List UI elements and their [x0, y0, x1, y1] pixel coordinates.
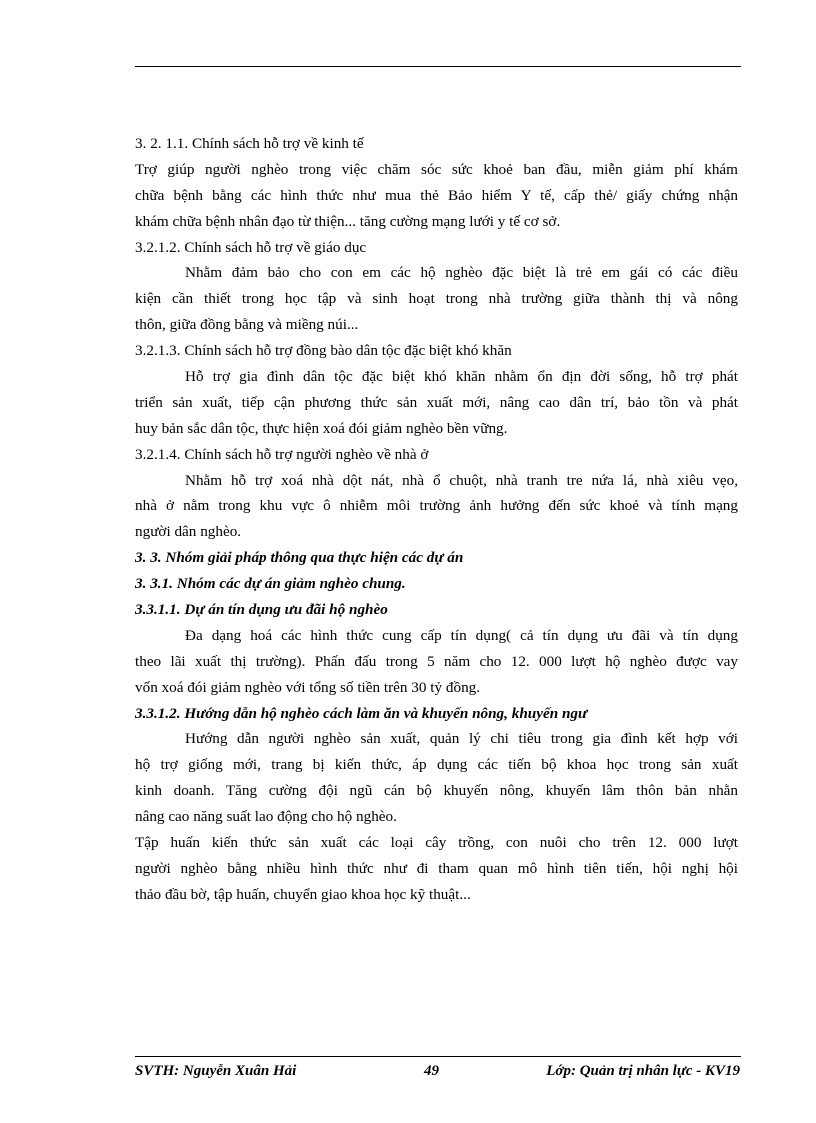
- text-line: khám chữa bệnh nhân đạo từ thiện... tăng cường mạng lưới y tế cơ sở.: [135, 212, 561, 230]
- page-number: 49: [424, 1063, 439, 1079]
- text-line: Đa dạng hoá các hình thức cung cấp tín dụng( cả tín dụng ưu đãi và tín dụng: [185, 626, 738, 644]
- footer-class: Lớp: Quản trị nhân lực - KV19: [546, 1063, 740, 1079]
- section-heading: 3. 3. Nhóm giải pháp thông qua thực hiện các dự án: [135, 549, 464, 567]
- section-heading: 3.3.1.1. Dự án tín dụng ưu đãi hộ nghèo: [135, 601, 388, 619]
- text-line: Nhằm hỗ trợ xoá nhà dột nát, nhà ổ chuột, nhà tranh tre nứa lá, nhà xiêu vẹo,: [185, 471, 738, 489]
- text-line: triển sản xuất, tiếp cận phương thức sản xuất mới, nâng cao dân trí, bảo tồn và phát: [135, 393, 738, 411]
- text-line: vốn xoá đói giảm nghèo với tổng số tiền trên 30 tỷ đồng.: [135, 678, 481, 696]
- section-heading: 3.3.1.2. Hướng dẫn hộ nghèo cách làm ăn và khuyến nông, khuyến ngư: [135, 704, 588, 722]
- text-line: 3. 2. 1.1. Chính sách hỗ trợ về kinh tế: [135, 135, 364, 152]
- text-line: nhà ở nằm trong khu vực ô nhiễm môi trường ảnh hưởng đến sức khoẻ và tính mạng: [135, 497, 738, 515]
- text-line: Nhằm đảm bảo cho con em các hộ nghèo đặc biệt là trẻ em gái có các điều: [185, 264, 738, 282]
- text-line: 3.2.1.2. Chính sách hỗ trợ về giáo dục: [135, 238, 367, 256]
- text-line: Trợ giúp người nghèo trong việc chăm sóc sức khoẻ ban đầu, miễn giảm phí khám: [135, 160, 738, 178]
- text-line: hộ trợ giống mới, trang bị kiến thức, áp dụng các tiến bộ khoa học trong sản xuất: [135, 756, 738, 774]
- text-line: Hỗ trợ gia đình dân tộc đặc biệt khó khăn nhằm ổn địn đời sống, hỗ trợ phát: [185, 368, 738, 386]
- text-line: huy bản sắc dân tộc, thực hiện xoá đói giảm nghèo bền vững.: [135, 419, 508, 437]
- footer-author: SVTH: Nguyễn Xuân Hải: [135, 1063, 297, 1079]
- text-line: Hướng dẫn người nghèo sản xuất, quản lý chi tiêu trong gia đình kết hợp với: [185, 730, 738, 748]
- text-line: kinh doanh. Tăng cường đội ngũ cán bộ khuyến nông, khuyến lâm thôn bản nhằn: [135, 782, 738, 800]
- text-line: 3.2.1.4. Chính sách hỗ trợ người nghèo về nhà ở: [135, 445, 429, 463]
- text-line: 3.2.1.3. Chính sách hỗ trợ đồng bào dân tộc đặc biệt khó khăn: [135, 342, 512, 360]
- section-heading: 3. 3.1. Nhóm các dự án giảm nghèo chung.: [135, 575, 406, 593]
- text-line: thảo đầu bờ, tập huấn, chuyển giao khoa học kỹ thuật...: [135, 885, 471, 903]
- text-line: kiện cần thiết trong học tập và sinh hoạt trong nhà trường giữa thành thị và nông: [135, 290, 738, 308]
- footer-rule: [135, 1056, 741, 1057]
- text-line: thôn, giữa đồng bằng và miềng núi...: [135, 316, 359, 334]
- document-body: [135, 131, 738, 908]
- text-line: nâng cao năng suất lao động cho hộ nghèo.: [135, 808, 397, 826]
- header-rule: [135, 66, 741, 67]
- text-line: người nghèo bằng nhiều hình thức như đi tham quan mô hình tiên tiến, hội nghị hội: [135, 859, 738, 877]
- text-line: người dân nghèo.: [135, 523, 242, 541]
- text-line: chữa bệnh bằng các hình thức như mua thẻ Bảo hiểm Y tế, cấp thẻ/ giấy chứng nhận: [135, 186, 738, 204]
- text-line: Tập huấn kiến thức sản xuất các loại cây trồng, con nuôi cho trên 12. 000 lượt: [135, 834, 738, 852]
- text-line: theo lãi xuất thị trường). Phấn đấu trong 5 năm cho 12. 000 lượt hộ nghèo được vay: [135, 652, 738, 670]
